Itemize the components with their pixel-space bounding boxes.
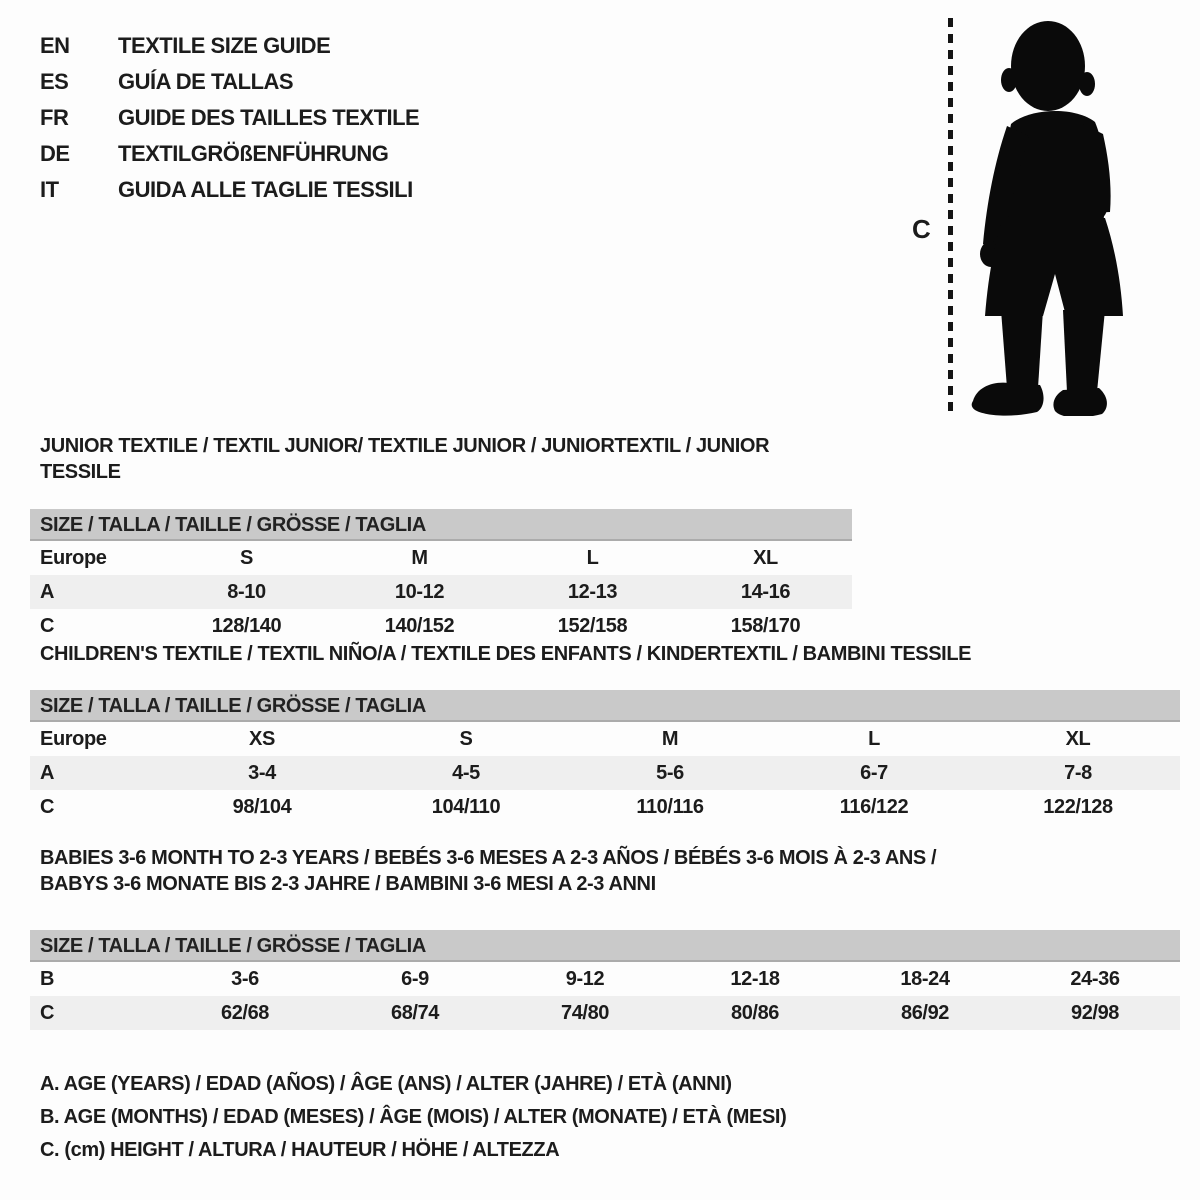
table-cell: XS <box>249 727 275 750</box>
table-cell: S <box>240 546 253 569</box>
table-cell: XL <box>1065 727 1091 750</box>
babies-size-header-bar: SIZE / TALLA / TAILLE / GRÖSSE / TAGLIA <box>30 930 1180 962</box>
babies-section-title-line1: BABIES 3-6 MONTH TO 2-3 YEARS / BEBÉS 3-6 MESES A 2-3 AÑOS / BÉBÉS 3-6 MOIS À 2-3 ANS / <box>40 847 937 869</box>
table-cell: 128/140 <box>211 614 282 637</box>
babies-textile-section <box>30 845 1180 1030</box>
language-code: ES <box>40 69 69 94</box>
table-cell: L <box>586 546 599 569</box>
children-textile-section <box>30 641 1180 824</box>
language-label: TEXTILGRÖßENFÜHRUNG <box>118 141 389 166</box>
table-cell: 14-16 <box>740 580 791 603</box>
table-cell: 8-10 <box>227 580 266 603</box>
language-label: GUÍA DE TALLAS <box>118 69 294 94</box>
language-row-es <box>40 64 419 100</box>
table-cell: 140/152 <box>384 614 455 637</box>
table-row-label: C <box>40 795 55 818</box>
junior-textile-section <box>30 433 852 643</box>
language-code: IT <box>40 177 59 202</box>
babies-section-title-line2: BABYS 3-6 MONATE BIS 2-3 JAHRE / BAMBINI 3-6 MESI A 2-3 ANNI <box>40 873 656 895</box>
language-label: TEXTILE SIZE GUIDE <box>118 33 331 58</box>
language-row-it <box>40 172 419 208</box>
table-cell: L <box>868 727 880 750</box>
children-section-title: CHILDREN'S TEXTILE / TEXTIL NIÑO/A / TEXTILE DES ENFANTS / KINDERTEXTIL / BAMBINI TESSILE <box>40 643 972 665</box>
table-cell: 86/92 <box>900 1001 950 1024</box>
legend <box>40 1068 786 1167</box>
language-code: EN <box>40 33 70 58</box>
table-cell: S <box>459 727 473 750</box>
language-row-de <box>40 136 419 172</box>
language-label: GUIDE DES TAILLES TEXTILE <box>118 105 420 130</box>
table-row <box>30 756 1180 790</box>
height-measure-dashed-line <box>948 18 953 418</box>
table-row-label: B <box>40 967 55 990</box>
children-size-header-bar: SIZE / TALLA / TAILLE / GRÖSSE / TAGLIA <box>30 690 1180 722</box>
legend-line-a: A. AGE (YEARS) / EDAD (AÑOS) / ÂGE (ANS) / ALTER (JAHRE) / ETÀ (ANNI) <box>40 1073 732 1095</box>
table-cell: 4-5 <box>452 761 480 784</box>
junior-size-header-bar: SIZE / TALLA / TAILLE / GRÖSSE / TAGLIA <box>30 509 852 541</box>
legend-line-c: C. (cm) HEIGHT / ALTURA / HAUTEUR / HÖHE / ALTEZZA <box>40 1139 560 1161</box>
table-row-label: A <box>40 761 55 784</box>
table-cell: 80/86 <box>730 1001 780 1024</box>
table-cell: 116/122 <box>839 795 909 818</box>
table-cell: 9-12 <box>565 967 605 990</box>
table-row <box>30 541 852 575</box>
language-list <box>40 28 419 208</box>
table-cell: 24-36 <box>1070 967 1120 990</box>
language-row-en <box>40 28 419 64</box>
table-cell: 62/68 <box>220 1001 270 1024</box>
table-cell: 12-18 <box>730 967 780 990</box>
table-cell: 98/104 <box>232 795 292 818</box>
babies-table <box>30 962 1180 1030</box>
table-cell: 122/128 <box>1043 795 1113 818</box>
table-cell: 12-13 <box>567 580 618 603</box>
language-row-fr <box>40 100 419 136</box>
legend-line-b: B. AGE (MONTHS) / EDAD (MESES) / ÂGE (MOIS) / ALTER (MONATE) / ETÀ (MESI) <box>40 1106 787 1128</box>
table-cell: 5-6 <box>656 761 684 784</box>
table-row-label: C <box>40 1001 55 1024</box>
table-cell: 6-9 <box>401 967 429 990</box>
table-cell: 158/170 <box>730 614 801 637</box>
table-row-label: C <box>40 614 55 637</box>
language-label: GUIDA ALLE TAGLIE TESSILI <box>118 177 413 202</box>
table-row <box>30 996 1180 1030</box>
table-cell: 7-8 <box>1064 761 1092 784</box>
height-measure-label: C <box>912 214 931 244</box>
table-row <box>30 722 1180 756</box>
table-cell: 152/158 <box>557 614 628 637</box>
table-cell: 110/116 <box>636 795 704 818</box>
junior-table <box>30 541 852 643</box>
table-cell: 3-4 <box>248 761 276 784</box>
table-cell: 104/110 <box>431 795 501 818</box>
table-cell: XL <box>753 546 778 569</box>
table-cell: 6-7 <box>860 761 888 784</box>
table-row <box>30 962 1180 996</box>
children-table <box>30 722 1180 824</box>
table-cell: M <box>411 546 428 569</box>
table-cell: 68/74 <box>390 1001 440 1024</box>
language-code: FR <box>40 105 69 130</box>
table-row-label: Europe <box>40 546 107 569</box>
table-cell: 18-24 <box>900 967 950 990</box>
table-row <box>30 609 852 643</box>
table-row <box>30 790 1180 824</box>
table-row-label: Europe <box>40 727 107 750</box>
table-cell: 92/98 <box>1070 1001 1120 1024</box>
table-cell: 3-6 <box>231 967 259 990</box>
table-row-label: A <box>40 580 55 603</box>
table-cell: 10-12 <box>394 580 445 603</box>
junior-section-title: JUNIOR TEXTILE / TEXTIL JUNIOR/ TEXTILE JUNIOR / JUNIORTEXTIL / JUNIOR TESSILE <box>40 435 770 483</box>
table-cell: 74/80 <box>560 1001 610 1024</box>
toddler-silhouette-icon <box>963 16 1138 416</box>
language-code: DE <box>40 141 70 166</box>
table-row <box>30 575 852 609</box>
table-cell: M <box>661 727 679 750</box>
